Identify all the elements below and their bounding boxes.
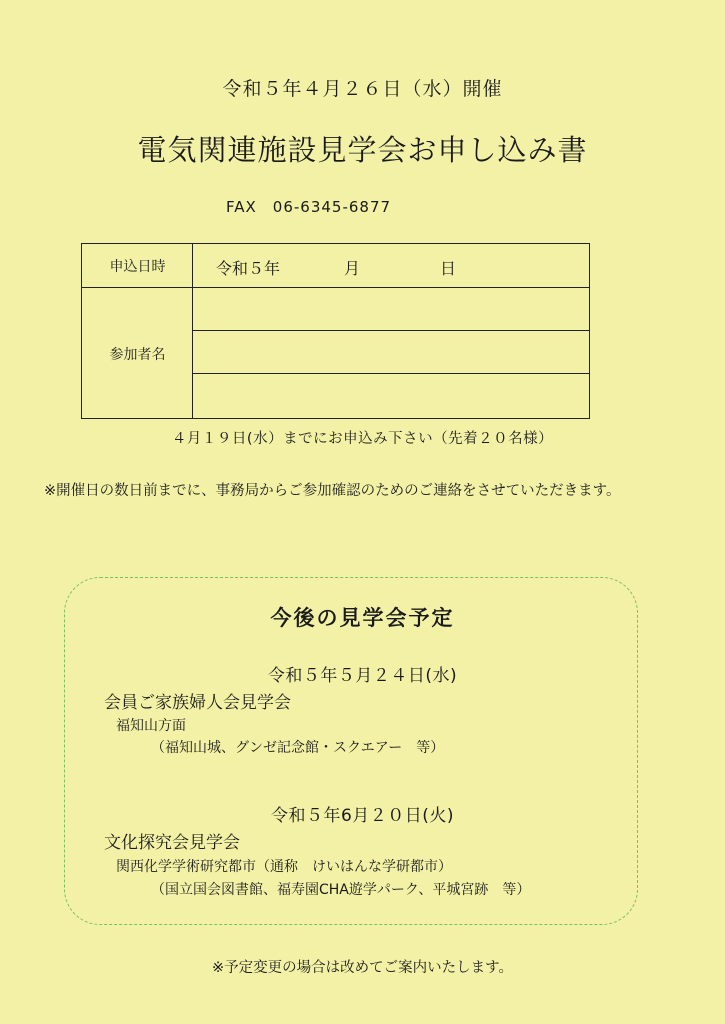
participants-label-cell [82,288,193,418]
participant-row-divider [193,373,589,374]
participants-rows [82,288,589,418]
date-label: 申込日時 [109,259,166,275]
schedule-change-note: ※予定変更の場合は改めてご案内いたします。 [212,960,513,976]
participant-row-divider [193,330,589,331]
event-2-date: 令和５年6月２０日(火) [270,806,455,826]
event-2-detail: （国立国会図書館、福寿園CHA遊学パーク、平城宮跡 等） [151,882,531,898]
event-1-name: 会員ご家族婦人会見学会 [104,693,291,713]
participants-label: 参加者名 [109,347,166,363]
event-2-name: 文化探究会見学会 [104,833,240,853]
date-row [82,244,589,288]
event-1-place: 福知山方面 [116,718,186,734]
date-value[interactable]: 令和５年 月 日 [216,259,457,278]
confirmation-note: ※開催日の数日前までに、事務局からご参加確認のためのご連絡をさせていただきます。 [44,483,621,499]
date-label-cell [82,244,193,287]
page-title: 電気関連施設見学会お申し込み書 [137,133,588,167]
event-1-date: 令和５年５月２４日(水) [267,666,458,686]
event-2-place: 関西化学学術研究都市（通称 けいはんな学研都市） [116,859,452,875]
application-form-table [81,243,590,419]
schedule-heading: 今後の見学会予定 [270,606,455,630]
event-1-detail: （福知山城、グンゼ記念館・スクエアー 等） [151,740,445,756]
fax-number: FAX 06-6345-6877 [226,198,392,216]
event-date: 令和５年４月２６日（水）開催 [222,78,503,100]
deadline-notice: ４月１９日(水）までにお申込み下さい（先着２０名様） [171,431,554,447]
